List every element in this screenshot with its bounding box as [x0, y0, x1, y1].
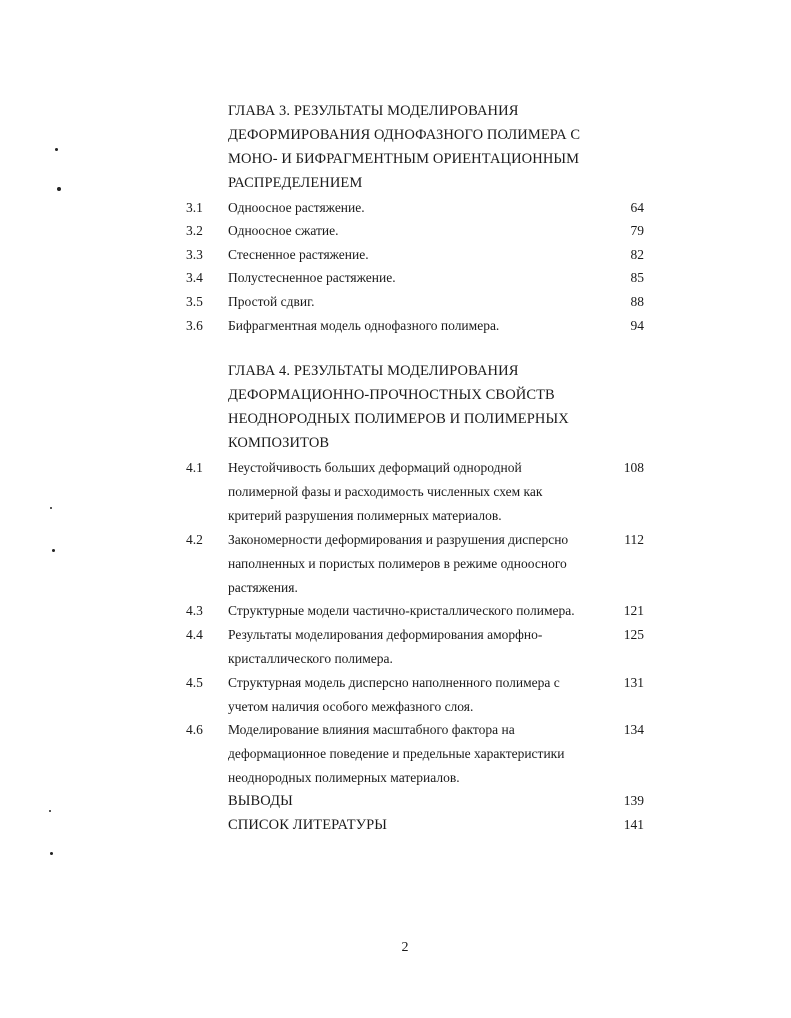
- section-title: Закономерности деформирования и разрушения дисперсно: [228, 532, 569, 547]
- section-page: 85: [630, 270, 644, 285]
- section-title: Структурная модель дисперсно наполненного полимера с: [228, 675, 560, 690]
- section-page: 64: [630, 200, 644, 215]
- section-number: 3.2: [186, 223, 203, 238]
- references-page: 141: [623, 817, 644, 832]
- section-number: 3.4: [186, 270, 203, 285]
- section-number: 4.3: [186, 603, 203, 618]
- section-title: критерий разрушения полимерных материалов.: [228, 508, 502, 523]
- conclusions-heading: ВЫВОДЫ: [228, 793, 293, 809]
- section-number: 4.4: [186, 627, 203, 642]
- conclusions-page: 139: [623, 793, 644, 808]
- section-title: кристаллического полимера.: [228, 651, 393, 666]
- chapter-3-title-line-4: РАСПРЕДЕЛЕНИЕМ: [228, 175, 363, 191]
- chapter-4-title-line-2: ДЕФОРМАЦИОННО-ПРОЧНОСТНЫХ СВОЙСТВ: [228, 387, 555, 403]
- section-number: 4.6: [186, 722, 203, 737]
- chapter-3-title-line-2: ДЕФОРМИРОВАНИЯ ОДНОФАЗНОГО ПОЛИМЕРА С: [228, 127, 581, 143]
- section-page: 131: [623, 675, 644, 690]
- scan-speck: [49, 810, 51, 812]
- section-number: 3.1: [186, 200, 203, 215]
- section-title: Одноосное растяжение.: [228, 200, 365, 215]
- section-title: деформационное поведение и предельные характеристики: [228, 746, 565, 761]
- chapter-4-title-line-3: НЕОДНОРОДНЫХ ПОЛИМЕРОВ И ПОЛИМЕРНЫХ: [228, 411, 569, 427]
- section-title: полимерной фазы и расходимость численных схем как: [228, 484, 543, 499]
- section-number: 3.6: [186, 318, 203, 333]
- section-page: 88: [630, 294, 644, 309]
- section-title: Бифрагментная модель однофазного полимера.: [228, 318, 500, 333]
- section-title: Результаты моделирования деформирования аморфно-: [228, 627, 543, 642]
- section-title: Полустесненное растяжение.: [228, 270, 396, 285]
- section-page: 94: [630, 318, 644, 333]
- chapter-3-title-line-1: ГЛАВА 3. РЕЗУЛЬТАТЫ МОДЕЛИРОВАНИЯ: [228, 103, 519, 119]
- section-title: Моделирование влияния масштабного фактора на: [228, 722, 515, 737]
- chapter-4-title-line-1: ГЛАВА 4. РЕЗУЛЬТАТЫ МОДЕЛИРОВАНИЯ: [228, 363, 519, 379]
- section-number: 4.5: [186, 675, 203, 690]
- page-number: 2: [401, 940, 409, 955]
- section-number: 4.1: [186, 460, 203, 475]
- section-title: Структурные модели частично-кристаллического полимера.: [228, 603, 575, 618]
- section-title: Неустойчивость больших деформаций однородной: [228, 460, 522, 475]
- section-number: 3.5: [186, 294, 203, 309]
- section-title: наполненных и пористых полимеров в режиме одноосного: [228, 556, 567, 571]
- section-page: 112: [624, 532, 644, 547]
- section-title: Простой сдвиг.: [228, 294, 315, 309]
- section-page: 108: [623, 460, 644, 475]
- section-page: 125: [623, 627, 644, 642]
- chapter-3-title-line-3: МОНО- И БИФРАГМЕНТНЫМ ОРИЕНТАЦИОННЫМ: [228, 151, 580, 167]
- section-page: 82: [630, 247, 644, 262]
- section-title: неоднородных полимерных материалов.: [228, 770, 460, 785]
- section-title: растяжения.: [228, 580, 298, 595]
- section-title: учетом наличия особого межфазного слоя.: [228, 699, 474, 714]
- section-page: 79: [630, 223, 644, 238]
- section-page: 134: [623, 722, 644, 737]
- section-page: 121: [623, 603, 644, 618]
- scan-speck: [50, 852, 53, 855]
- section-number: 3.3: [186, 247, 203, 262]
- scan-speck: [50, 507, 52, 509]
- chapter-4-title-line-4: КОМПОЗИТОВ: [228, 435, 330, 451]
- section-title: Стесненное растяжение.: [228, 247, 369, 262]
- scan-speck: [57, 187, 61, 191]
- section-number: 4.2: [186, 532, 203, 547]
- scan-speck: [52, 549, 55, 552]
- section-title: Одноосное сжатие.: [228, 223, 339, 238]
- scan-speck: [55, 148, 58, 151]
- references-heading: СПИСОК ЛИТЕРАТУРЫ: [228, 817, 388, 833]
